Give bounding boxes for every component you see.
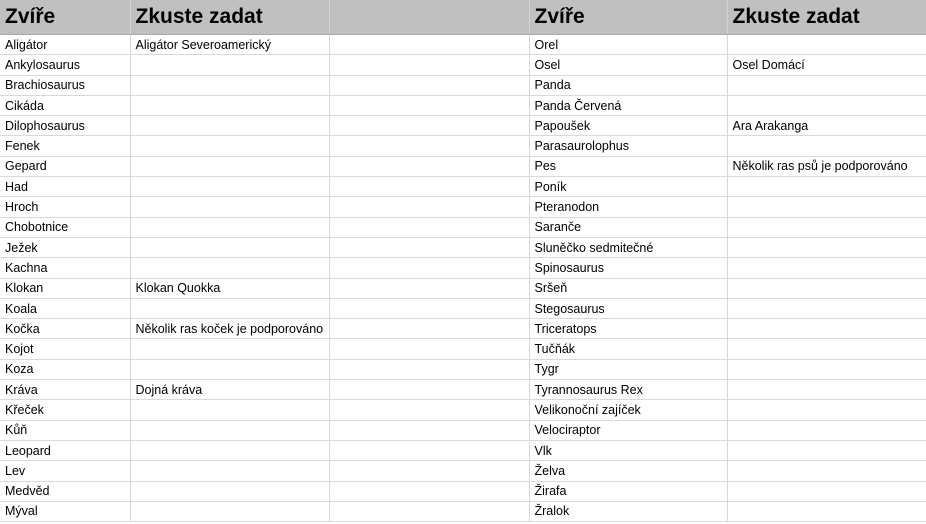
cell-try-entering-2[interactable] (727, 400, 926, 420)
cell-try-entering-2[interactable] (727, 339, 926, 359)
cell-try-entering[interactable] (130, 258, 329, 278)
cell-try-entering-2[interactable] (727, 95, 926, 115)
cell-animal[interactable]: Cikáda (0, 95, 130, 115)
cell-try-entering-2[interactable] (727, 197, 926, 217)
cell-try-entering[interactable]: Dojná kráva (130, 380, 329, 400)
cell-try-entering[interactable] (130, 95, 329, 115)
cell-animal[interactable]: Chobotnice (0, 217, 130, 237)
header-cell-try-entering[interactable]: Zkuste zadat (130, 0, 329, 35)
cell-animal-2[interactable]: Saranče (529, 217, 727, 237)
cell-try-entering[interactable] (130, 156, 329, 176)
cell-animal-2[interactable]: Pes (529, 156, 727, 176)
cell-try-entering-2[interactable] (727, 501, 926, 521)
cell-animal-2[interactable]: Velikonoční zajíček (529, 400, 727, 420)
cell-try-entering[interactable]: Klokan Quokka (130, 278, 329, 298)
cell-try-entering-2[interactable] (727, 177, 926, 197)
table-row (0, 339, 926, 359)
cell-try-entering[interactable] (130, 217, 329, 237)
table-row (0, 95, 926, 115)
cell-animal-2[interactable]: Tučňák (529, 339, 727, 359)
cell-try-entering-2[interactable] (727, 319, 926, 339)
cell-animal-2[interactable]: Parasaurolophus (529, 136, 727, 156)
cell-try-entering-2[interactable] (727, 359, 926, 379)
cell-try-entering[interactable] (130, 298, 329, 318)
cell-animal[interactable]: Brachiosaurus (0, 75, 130, 95)
header-cell-try-entering-2[interactable]: Zkuste zadat (727, 0, 926, 35)
table-row (0, 461, 926, 481)
cell-try-entering-2[interactable] (727, 420, 926, 440)
cell-empty[interactable] (329, 35, 529, 55)
table-row (0, 481, 926, 501)
cell-try-entering[interactable] (130, 75, 329, 95)
cell-try-entering[interactable] (130, 339, 329, 359)
cell-empty[interactable] (329, 278, 529, 298)
table-row (0, 420, 926, 440)
cell-try-entering-2[interactable] (727, 380, 926, 400)
table-row (0, 217, 926, 237)
cell-animal[interactable]: Leopard (0, 440, 130, 460)
cell-animal-2[interactable]: Vlk (529, 440, 727, 460)
table-row (0, 258, 926, 278)
cell-empty[interactable] (329, 298, 529, 318)
cell-animal-2[interactable]: Papoušek (529, 116, 727, 136)
cell-empty[interactable] (329, 420, 529, 440)
cell-animal[interactable]: Medvěd (0, 481, 130, 501)
cell-empty[interactable] (329, 400, 529, 420)
cell-animal[interactable]: Mýval (0, 501, 130, 521)
header-cell-empty[interactable] (329, 0, 529, 35)
header-row (0, 0, 926, 35)
cell-empty[interactable] (329, 75, 529, 95)
cell-try-entering[interactable] (130, 55, 329, 75)
cell-empty[interactable] (329, 481, 529, 501)
table-row (0, 116, 926, 136)
cell-empty[interactable] (329, 156, 529, 176)
table-row (0, 319, 926, 339)
cell-try-entering[interactable] (130, 400, 329, 420)
cell-try-entering-2[interactable] (727, 461, 926, 481)
cell-empty[interactable] (329, 440, 529, 460)
cell-try-entering[interactable] (130, 461, 329, 481)
cell-try-entering-2[interactable] (727, 258, 926, 278)
cell-empty[interactable] (329, 258, 529, 278)
cell-animal-2[interactable]: Panda Červená (529, 95, 727, 115)
cell-try-entering[interactable] (130, 237, 329, 257)
cell-try-entering[interactable] (130, 177, 329, 197)
cell-try-entering-2[interactable] (727, 237, 926, 257)
cell-try-entering-2[interactable] (727, 440, 926, 460)
cell-animal[interactable]: Kočka (0, 319, 130, 339)
cell-try-entering[interactable] (130, 420, 329, 440)
table-row (0, 359, 926, 379)
cell-animal[interactable]: Fenek (0, 136, 130, 156)
cell-animal-2[interactable]: Sluněčko sedmitečné (529, 237, 727, 257)
table-row (0, 298, 926, 318)
table-row (0, 501, 926, 521)
cell-try-entering-2[interactable] (727, 481, 926, 501)
table-row (0, 55, 926, 75)
cell-try-entering-2[interactable] (727, 75, 926, 95)
cell-empty[interactable] (329, 319, 529, 339)
cell-animal-2[interactable]: Poník (529, 177, 727, 197)
cell-animal[interactable]: Křeček (0, 400, 130, 420)
table-row (0, 197, 926, 217)
cell-try-entering-2[interactable] (727, 278, 926, 298)
cell-empty[interactable] (329, 339, 529, 359)
cell-animal[interactable]: Koala (0, 298, 130, 318)
cell-animal[interactable]: Gepard (0, 156, 130, 176)
cell-empty[interactable] (329, 55, 529, 75)
cell-try-entering[interactable]: Aligátor Severoamerický (130, 35, 329, 55)
cell-try-entering-2[interactable] (727, 35, 926, 55)
table-body (0, 35, 926, 522)
cell-try-entering-2[interactable] (727, 217, 926, 237)
cell-animal[interactable]: Kůň (0, 420, 130, 440)
cell-try-entering[interactable] (130, 481, 329, 501)
cell-try-entering[interactable] (130, 440, 329, 460)
table-row (0, 177, 926, 197)
cell-animal-2[interactable]: Spinosaurus (529, 258, 727, 278)
cell-animal-2[interactable]: Triceratops (529, 319, 727, 339)
table-row (0, 75, 926, 95)
cell-empty[interactable] (329, 136, 529, 156)
cell-animal[interactable]: Dilophosaurus (0, 116, 130, 136)
cell-animal[interactable]: Koza (0, 359, 130, 379)
header-cell-animal[interactable]: Zvíře (0, 0, 130, 35)
cell-animal[interactable]: Klokan (0, 278, 130, 298)
cell-try-entering[interactable] (130, 197, 329, 217)
cell-animal[interactable]: Hroch (0, 197, 130, 217)
cell-try-entering-2[interactable]: Osel Domácí (727, 55, 926, 75)
cell-animal-2[interactable]: Pteranodon (529, 197, 727, 217)
table-row (0, 136, 926, 156)
header-cell-animal-2[interactable]: Zvíře (529, 0, 727, 35)
cell-animal[interactable]: Kachna (0, 258, 130, 278)
table-row (0, 156, 926, 176)
table-row (0, 400, 926, 420)
cell-try-entering[interactable] (130, 116, 329, 136)
cell-animal-2[interactable]: Želva (529, 461, 727, 481)
cell-animal-2[interactable]: Velociraptor (529, 420, 727, 440)
cell-animal-2[interactable]: Panda (529, 75, 727, 95)
cell-empty[interactable] (329, 359, 529, 379)
cell-animal-2[interactable]: Žirafa (529, 481, 727, 501)
cell-animal-2[interactable]: Stegosaurus (529, 298, 727, 318)
cell-empty[interactable] (329, 116, 529, 136)
cell-empty[interactable] (329, 237, 529, 257)
cell-try-entering[interactable] (130, 359, 329, 379)
cell-animal[interactable]: Kráva (0, 380, 130, 400)
cell-empty[interactable] (329, 177, 529, 197)
cell-animal-2[interactable]: Sršeň (529, 278, 727, 298)
cell-empty[interactable] (329, 217, 529, 237)
cell-try-entering[interactable] (130, 501, 329, 521)
cell-animal-2[interactable]: Žralok (529, 501, 727, 521)
cell-try-entering-2[interactable]: Několik ras psů je podporováno (727, 156, 926, 176)
cell-animal[interactable]: Lev (0, 461, 130, 481)
cell-empty[interactable] (329, 197, 529, 217)
table-row (0, 278, 926, 298)
cell-animal[interactable]: Ježek (0, 237, 130, 257)
cell-empty[interactable] (329, 461, 529, 481)
cell-animal[interactable]: Kojot (0, 339, 130, 359)
table-row (0, 440, 926, 460)
cell-empty[interactable] (329, 95, 529, 115)
table-row (0, 380, 926, 400)
cell-animal-2[interactable]: Tygr (529, 359, 727, 379)
cell-try-entering[interactable]: Několik ras koček je podporováno (130, 319, 329, 339)
table-row (0, 35, 926, 55)
cell-animal-2[interactable]: Orel (529, 35, 727, 55)
table-row (0, 237, 926, 257)
cell-animal-2[interactable]: Osel (529, 55, 727, 75)
cell-try-entering-2[interactable] (727, 298, 926, 318)
cell-try-entering[interactable] (130, 136, 329, 156)
cell-empty[interactable] (329, 501, 529, 521)
cell-animal[interactable]: Aligátor (0, 35, 130, 55)
cell-try-entering-2[interactable]: Ara Arakanga (727, 116, 926, 136)
cell-animal[interactable]: Had (0, 177, 130, 197)
cell-empty[interactable] (329, 380, 529, 400)
cell-animal[interactable]: Ankylosaurus (0, 55, 130, 75)
cell-animal-2[interactable]: Tyrannosaurus Rex (529, 380, 727, 400)
cell-try-entering-2[interactable] (727, 136, 926, 156)
